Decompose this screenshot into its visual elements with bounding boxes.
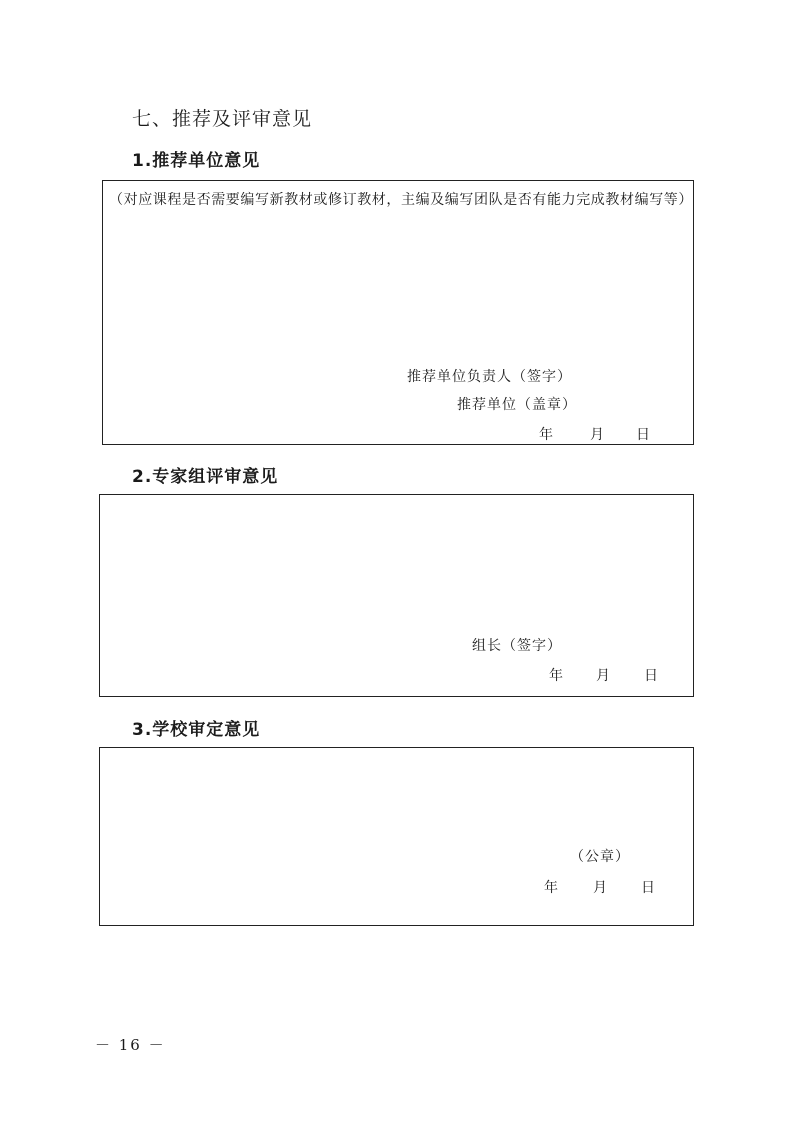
school-day: 日 xyxy=(641,880,655,896)
recommend-title: 1.推荐单位意见 xyxy=(132,151,261,171)
recommend-unit-stamp: 推荐单位（盖章） xyxy=(457,397,577,413)
section-title: 七、推荐及评审意见 xyxy=(132,108,313,130)
school-month: 月 xyxy=(593,880,607,896)
expert-day: 日 xyxy=(644,668,658,684)
page-number: － 16 － xyxy=(95,1036,166,1054)
recommend-year: 年 xyxy=(539,427,553,443)
recommend-leader-sign: 推荐单位负责人（签字） xyxy=(407,369,572,385)
expert-year: 年 xyxy=(549,668,563,684)
school-title: 3.学校审定意见 xyxy=(132,720,261,740)
expert-leader-sign: 组长（签字） xyxy=(472,638,562,654)
recommend-opinion-box[interactable] xyxy=(102,180,694,445)
recommend-day: 日 xyxy=(636,427,650,443)
expert-opinion-box[interactable] xyxy=(99,494,694,697)
recommend-note: （对应课程是否需要编写新教材或修订教材，主编及编写团队是否有能力完成教材编写等） xyxy=(109,192,693,208)
recommend-month: 月 xyxy=(590,427,604,443)
school-stamp: （公章） xyxy=(570,849,630,865)
school-year: 年 xyxy=(544,880,558,896)
expert-title: 2.专家组评审意见 xyxy=(132,467,279,487)
expert-month: 月 xyxy=(596,668,610,684)
school-opinion-box[interactable] xyxy=(99,747,694,926)
